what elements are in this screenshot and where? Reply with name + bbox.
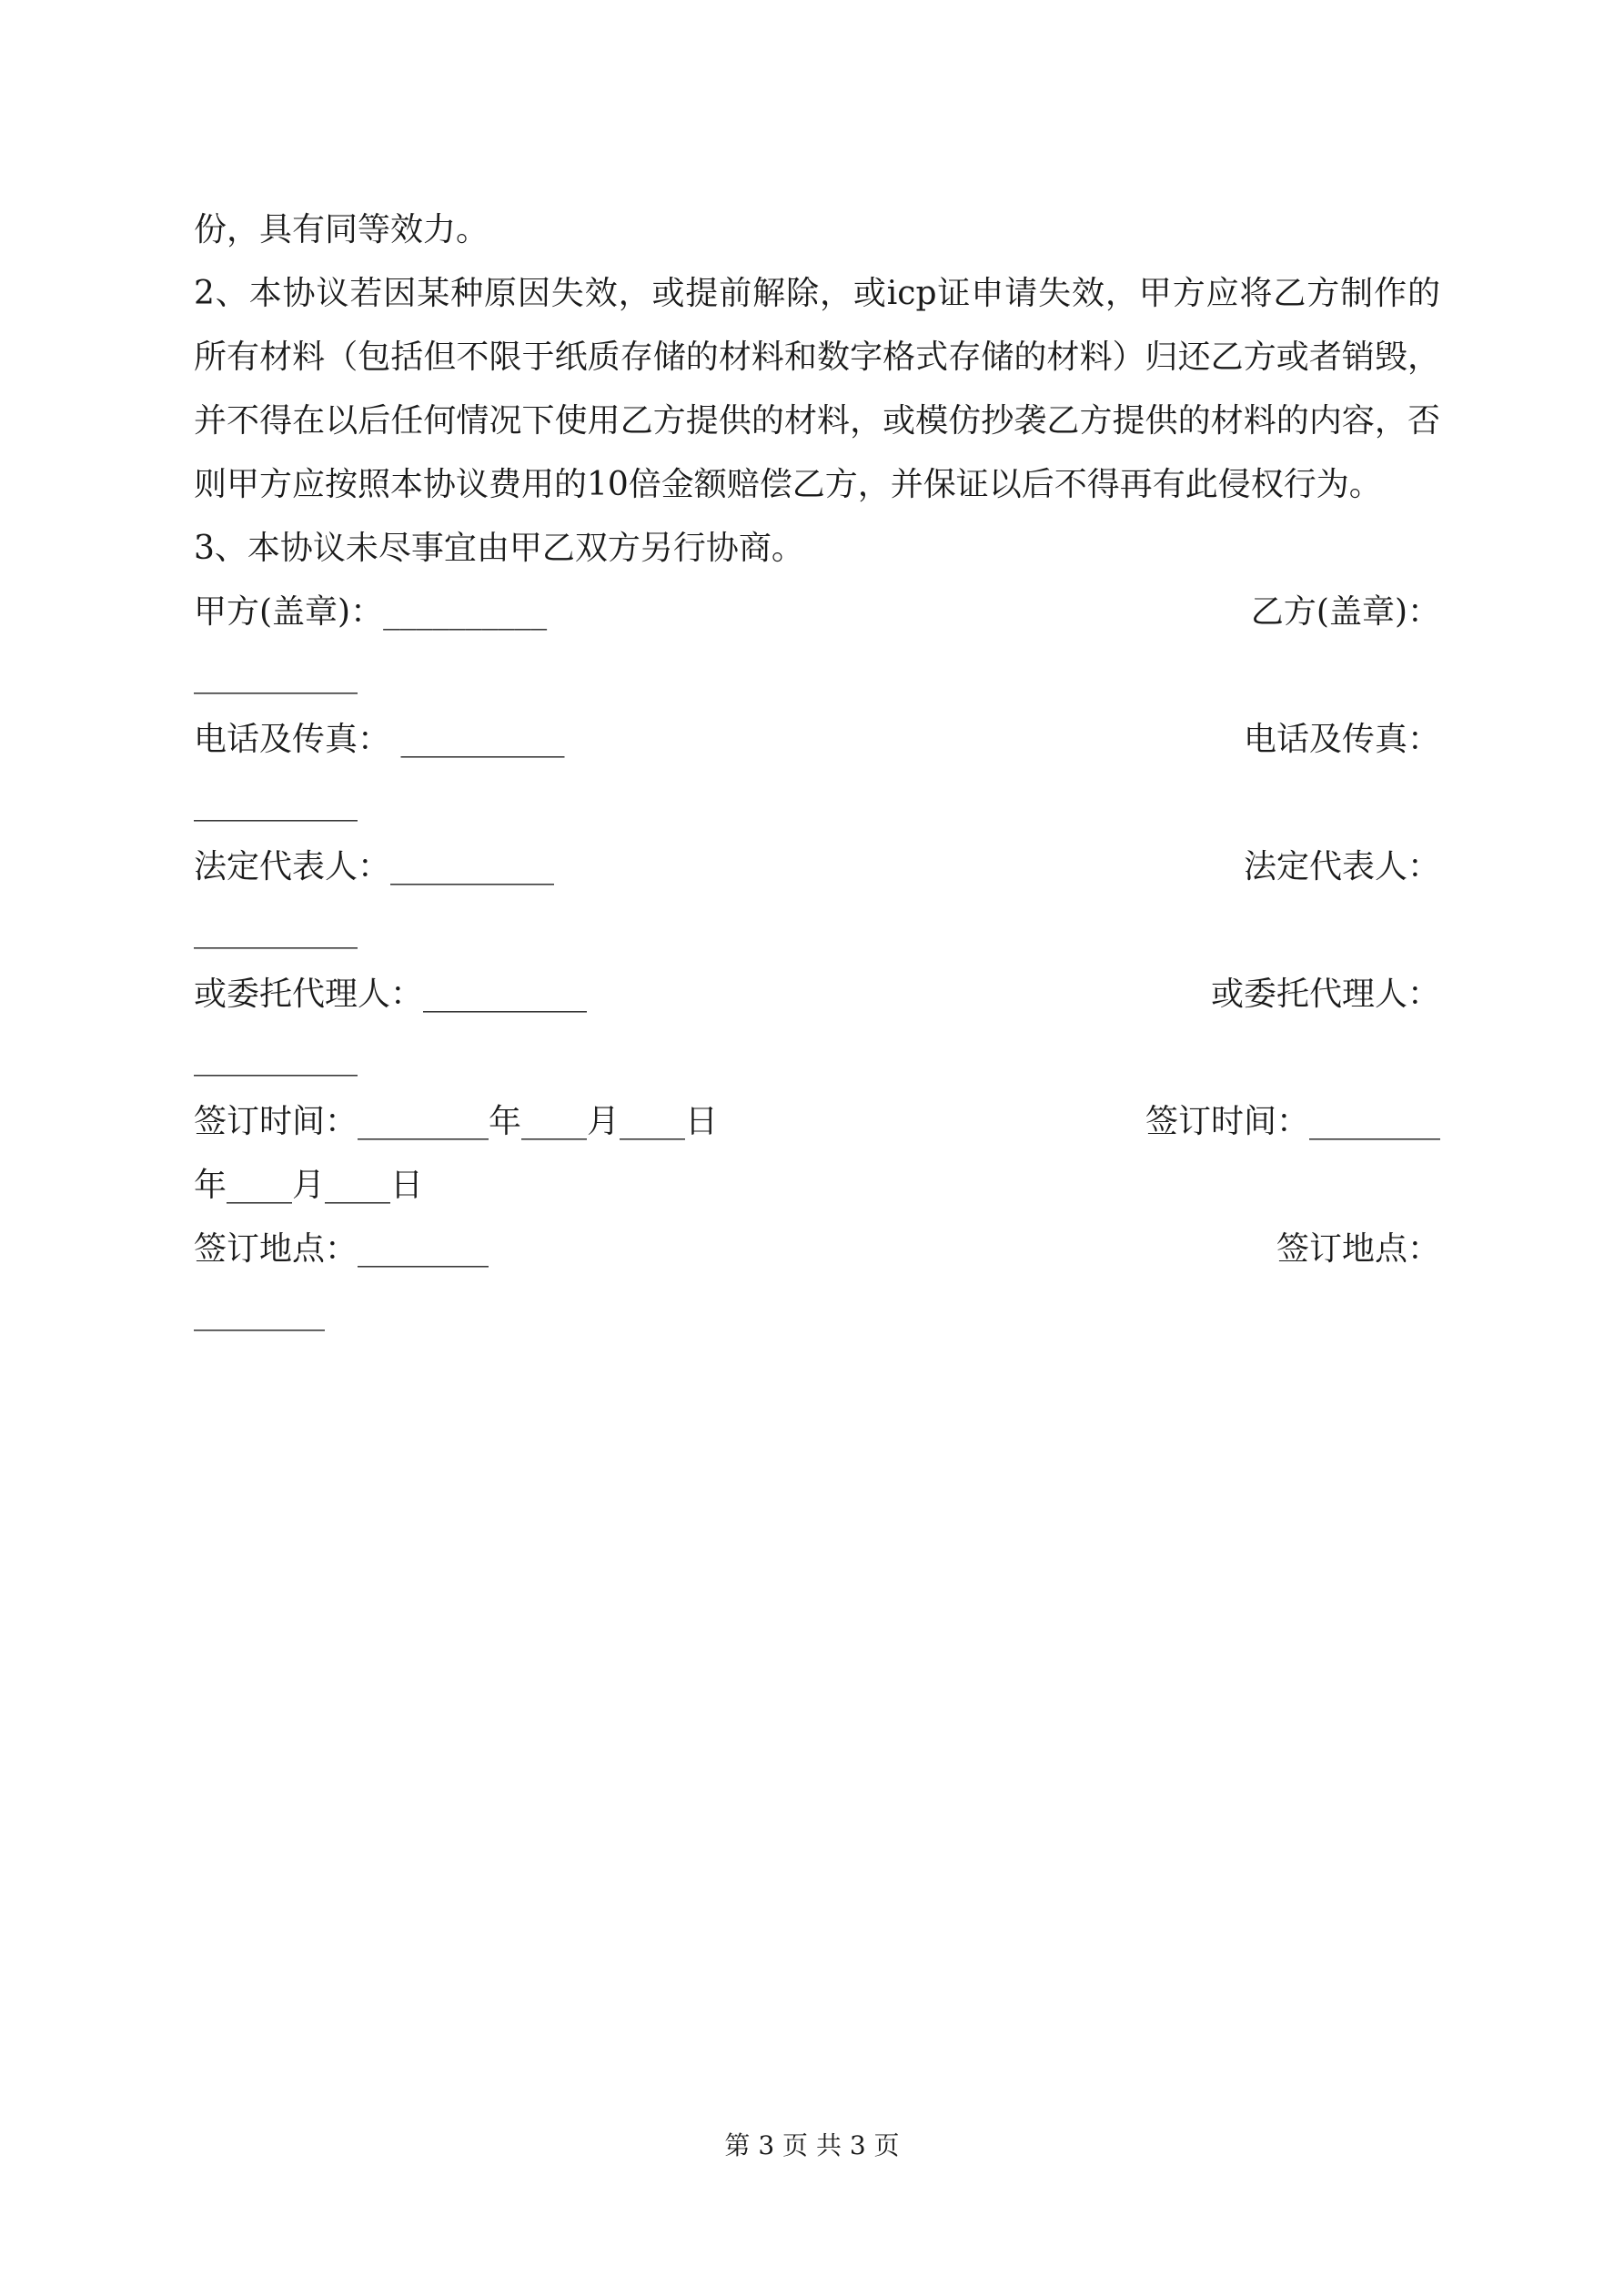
party-a-seal-label: 甲方(盖章)：__________ xyxy=(194,593,548,631)
paragraph-clause-2: 2、本协议若因某种原因失效，或提前解除，或icp证申请失效，甲方应将乙方制作的所有材料（包括但不限于纸质存储的材料和数字格式存储的材料）归还乙方或者销毁，并不得在以后任何情况下使用乙方提供的材料，或模仿抄袭乙方提供的材料的内容，否则甲方应按照本协议费用的10倍金额赔偿乙方，并保证以后不得再有此侵权行为。 xyxy=(194,275,1440,503)
document-content xyxy=(194,198,1440,1345)
party-b-phone-label: 电话及传真： xyxy=(1243,721,1440,758)
party-b-sign-place-blank: ________ xyxy=(194,1294,325,1331)
paragraph-continuation: 份，具有同等效力。 xyxy=(194,211,489,248)
paragraph-clause-3: 3、本协议未尽事宜由甲乙双方另行协商。 xyxy=(194,530,804,567)
party-a-sign-place-label: 签订地点：________ xyxy=(194,1230,489,1268)
signature-row-phone xyxy=(194,708,1440,772)
page-footer: 第 3 页 共 3 页 xyxy=(724,2130,900,2160)
signature-row-time xyxy=(194,1090,1440,1154)
signature-row-agent xyxy=(194,963,1440,1027)
party-b-phone-blank: __________ xyxy=(194,784,358,822)
party-b-sign-time-label: 签订时间：________ xyxy=(1145,1103,1440,1140)
signature-row-legal-rep xyxy=(194,835,1440,899)
party-b-legal-rep-label: 法定代表人： xyxy=(1243,848,1440,885)
party-b-agent-label: 或委托代理人： xyxy=(1210,976,1440,1013)
signature-row-seal xyxy=(194,581,1440,644)
party-b-sign-time-date: 年____月____日 xyxy=(194,1167,424,1204)
party-b-agent-blank: __________ xyxy=(194,1039,358,1077)
party-b-legal-rep-blank: __________ xyxy=(194,912,358,949)
party-b-seal-blank: __________ xyxy=(194,657,358,694)
party-a-legal-rep-label: 法定代表人：__________ xyxy=(194,848,555,885)
party-a-sign-time-label: 签订时间：________年____月____日 xyxy=(194,1103,719,1140)
party-b-seal-label: 乙方(盖章)： xyxy=(1250,593,1440,631)
party-a-phone-label: 电话及传真： __________ xyxy=(194,721,565,758)
signature-row-place xyxy=(194,1218,1440,1281)
party-a-agent-label: 或委托代理人：__________ xyxy=(194,976,588,1013)
party-b-sign-place-label: 签订地点： xyxy=(1276,1230,1440,1268)
